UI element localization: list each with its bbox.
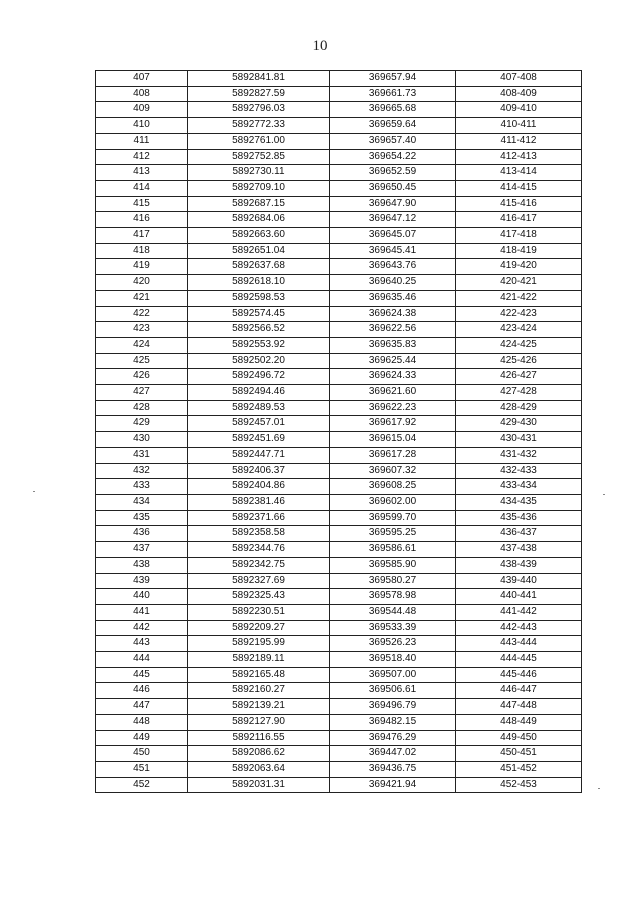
table-row <box>96 463 582 479</box>
x-coordinate-cell: 5892063.64 <box>188 761 330 777</box>
table-row <box>96 259 582 275</box>
x-coordinate-cell: 5892752.85 <box>188 149 330 165</box>
x-coordinate-cell: 5892566.52 <box>188 322 330 338</box>
segment-cell: 418-419 <box>456 243 582 259</box>
y-coordinate-cell: 369436.75 <box>330 761 456 777</box>
table-row <box>96 557 582 573</box>
table-row <box>96 243 582 259</box>
point-number-cell: 413 <box>96 165 188 181</box>
x-coordinate-cell: 5892618.10 <box>188 275 330 291</box>
segment-cell: 419-420 <box>456 259 582 275</box>
segment-cell: 423-424 <box>456 322 582 338</box>
point-number-cell: 445 <box>96 667 188 683</box>
segment-cell: 417-418 <box>456 228 582 244</box>
segment-cell: 410-411 <box>456 118 582 134</box>
x-coordinate-cell: 5892502.20 <box>188 353 330 369</box>
y-coordinate-cell: 369635.83 <box>330 337 456 353</box>
x-coordinate-cell: 5892195.99 <box>188 636 330 652</box>
segment-cell: 420-421 <box>456 275 582 291</box>
scan-speck <box>598 788 600 789</box>
point-number-cell: 416 <box>96 212 188 228</box>
point-number-cell: 446 <box>96 683 188 699</box>
y-coordinate-cell: 369476.29 <box>330 730 456 746</box>
table-row <box>96 86 582 102</box>
y-coordinate-cell: 369622.56 <box>330 322 456 338</box>
y-coordinate-cell: 369421.94 <box>330 777 456 793</box>
x-coordinate-cell: 5892730.11 <box>188 165 330 181</box>
x-coordinate-cell: 5892327.69 <box>188 573 330 589</box>
x-coordinate-cell: 5892358.58 <box>188 526 330 542</box>
x-coordinate-cell: 5892637.68 <box>188 259 330 275</box>
x-coordinate-cell: 5892031.31 <box>188 777 330 793</box>
segment-cell: 429-430 <box>456 416 582 432</box>
y-coordinate-cell: 369580.27 <box>330 573 456 589</box>
table-row <box>96 699 582 715</box>
table-row <box>96 542 582 558</box>
segment-cell: 432-433 <box>456 463 582 479</box>
segment-cell: 411-412 <box>456 133 582 149</box>
segment-cell: 421-422 <box>456 290 582 306</box>
y-coordinate-cell: 369518.40 <box>330 652 456 668</box>
point-number-cell: 420 <box>96 275 188 291</box>
table-row <box>96 636 582 652</box>
x-coordinate-cell: 5892209.27 <box>188 620 330 636</box>
segment-cell: 414-415 <box>456 180 582 196</box>
x-coordinate-cell: 5892772.33 <box>188 118 330 134</box>
y-coordinate-cell: 369659.64 <box>330 118 456 134</box>
table-row <box>96 133 582 149</box>
y-coordinate-cell: 369595.25 <box>330 526 456 542</box>
table-row <box>96 369 582 385</box>
y-coordinate-cell: 369665.68 <box>330 102 456 118</box>
point-number-cell: 448 <box>96 714 188 730</box>
point-number-cell: 429 <box>96 416 188 432</box>
point-number-cell: 409 <box>96 102 188 118</box>
y-coordinate-cell: 369526.23 <box>330 636 456 652</box>
point-number-cell: 437 <box>96 542 188 558</box>
segment-cell: 427-428 <box>456 385 582 401</box>
y-coordinate-cell: 369624.38 <box>330 306 456 322</box>
x-coordinate-cell: 5892189.11 <box>188 652 330 668</box>
segment-cell: 443-444 <box>456 636 582 652</box>
y-coordinate-cell: 369657.40 <box>330 133 456 149</box>
table-row <box>96 432 582 448</box>
scan-speck <box>33 491 35 492</box>
table-row <box>96 620 582 636</box>
x-coordinate-cell: 5892325.43 <box>188 589 330 605</box>
y-coordinate-cell: 369586.61 <box>330 542 456 558</box>
point-number-cell: 434 <box>96 494 188 510</box>
x-coordinate-cell: 5892165.48 <box>188 667 330 683</box>
x-coordinate-cell: 5892574.45 <box>188 306 330 322</box>
point-number-cell: 431 <box>96 447 188 463</box>
point-number-cell: 435 <box>96 510 188 526</box>
table-row <box>96 400 582 416</box>
segment-cell: 428-429 <box>456 400 582 416</box>
point-number-cell: 440 <box>96 589 188 605</box>
x-coordinate-cell: 5892451.69 <box>188 432 330 448</box>
point-number-cell: 412 <box>96 149 188 165</box>
table-row <box>96 652 582 668</box>
segment-cell: 430-431 <box>456 432 582 448</box>
segment-cell: 433-434 <box>456 479 582 495</box>
point-number-cell: 427 <box>96 385 188 401</box>
table-row <box>96 337 582 353</box>
table-row <box>96 761 582 777</box>
y-coordinate-cell: 369607.32 <box>330 463 456 479</box>
x-coordinate-cell: 5892344.76 <box>188 542 330 558</box>
point-number-cell: 422 <box>96 306 188 322</box>
segment-cell: 425-426 <box>456 353 582 369</box>
table-row <box>96 714 582 730</box>
segment-cell: 409-410 <box>456 102 582 118</box>
y-coordinate-cell: 369624.33 <box>330 369 456 385</box>
point-number-cell: 436 <box>96 526 188 542</box>
table-row <box>96 180 582 196</box>
y-coordinate-cell: 369602.00 <box>330 494 456 510</box>
x-coordinate-cell: 5892139.21 <box>188 699 330 715</box>
point-number-cell: 408 <box>96 86 188 102</box>
y-coordinate-cell: 369645.41 <box>330 243 456 259</box>
point-number-cell: 441 <box>96 604 188 620</box>
y-coordinate-cell: 369625.44 <box>330 353 456 369</box>
segment-cell: 449-450 <box>456 730 582 746</box>
x-coordinate-cell: 5892116.55 <box>188 730 330 746</box>
y-coordinate-cell: 369544.48 <box>330 604 456 620</box>
segment-cell: 426-427 <box>456 369 582 385</box>
y-coordinate-cell: 369533.39 <box>330 620 456 636</box>
y-coordinate-cell: 369617.28 <box>330 447 456 463</box>
table-row <box>96 730 582 746</box>
y-coordinate-cell: 369652.59 <box>330 165 456 181</box>
point-number-cell: 452 <box>96 777 188 793</box>
segment-cell: 444-445 <box>456 652 582 668</box>
point-number-cell: 438 <box>96 557 188 573</box>
table-row <box>96 667 582 683</box>
x-coordinate-cell: 5892663.60 <box>188 228 330 244</box>
segment-cell: 436-437 <box>456 526 582 542</box>
point-number-cell: 447 <box>96 699 188 715</box>
x-coordinate-cell: 5892709.10 <box>188 180 330 196</box>
point-number-cell: 449 <box>96 730 188 746</box>
x-coordinate-cell: 5892342.75 <box>188 557 330 573</box>
point-number-cell: 433 <box>96 479 188 495</box>
segment-cell: 431-432 <box>456 447 582 463</box>
y-coordinate-cell: 369650.45 <box>330 180 456 196</box>
table-row <box>96 604 582 620</box>
table-row <box>96 683 582 699</box>
x-coordinate-cell: 5892687.15 <box>188 196 330 212</box>
y-coordinate-cell: 369645.07 <box>330 228 456 244</box>
y-coordinate-cell: 369482.15 <box>330 714 456 730</box>
table-row <box>96 306 582 322</box>
table-row <box>96 385 582 401</box>
x-coordinate-cell: 5892406.37 <box>188 463 330 479</box>
table-row <box>96 290 582 306</box>
segment-cell: 434-435 <box>456 494 582 510</box>
segment-cell: 439-440 <box>456 573 582 589</box>
point-number-cell: 426 <box>96 369 188 385</box>
y-coordinate-cell: 369661.73 <box>330 86 456 102</box>
table-row <box>96 777 582 793</box>
segment-cell: 415-416 <box>456 196 582 212</box>
point-number-cell: 442 <box>96 620 188 636</box>
segment-cell: 407-408 <box>456 71 582 87</box>
table-row <box>96 275 582 291</box>
segment-cell: 446-447 <box>456 683 582 699</box>
point-number-cell: 439 <box>96 573 188 589</box>
page-number: 10 <box>312 38 328 54</box>
table-row <box>96 416 582 432</box>
y-coordinate-cell: 369617.92 <box>330 416 456 432</box>
point-number-cell: 407 <box>96 71 188 87</box>
segment-cell: 424-425 <box>456 337 582 353</box>
y-coordinate-cell: 369447.02 <box>330 746 456 762</box>
x-coordinate-cell: 5892404.86 <box>188 479 330 495</box>
y-coordinate-cell: 369654.22 <box>330 149 456 165</box>
y-coordinate-cell: 369643.76 <box>330 259 456 275</box>
segment-cell: 451-452 <box>456 761 582 777</box>
table-row <box>96 510 582 526</box>
x-coordinate-cell: 5892651.04 <box>188 243 330 259</box>
table-row <box>96 353 582 369</box>
point-number-cell: 444 <box>96 652 188 668</box>
point-number-cell: 428 <box>96 400 188 416</box>
y-coordinate-cell: 369635.46 <box>330 290 456 306</box>
y-coordinate-cell: 369621.60 <box>330 385 456 401</box>
point-number-cell: 419 <box>96 259 188 275</box>
segment-cell: 450-451 <box>456 746 582 762</box>
point-number-cell: 424 <box>96 337 188 353</box>
point-number-cell: 443 <box>96 636 188 652</box>
x-coordinate-cell: 5892086.62 <box>188 746 330 762</box>
table-row <box>96 212 582 228</box>
x-coordinate-cell: 5892127.90 <box>188 714 330 730</box>
point-number-cell: 430 <box>96 432 188 448</box>
table-row <box>96 196 582 212</box>
point-number-cell: 423 <box>96 322 188 338</box>
x-coordinate-cell: 5892230.51 <box>188 604 330 620</box>
segment-cell: 413-414 <box>456 165 582 181</box>
point-number-cell: 414 <box>96 180 188 196</box>
point-number-cell: 418 <box>96 243 188 259</box>
y-coordinate-cell: 369640.25 <box>330 275 456 291</box>
y-coordinate-cell: 369647.12 <box>330 212 456 228</box>
y-coordinate-cell: 369578.98 <box>330 589 456 605</box>
point-number-cell: 421 <box>96 290 188 306</box>
point-number-cell: 417 <box>96 228 188 244</box>
point-number-cell: 411 <box>96 133 188 149</box>
segment-cell: 416-417 <box>456 212 582 228</box>
x-coordinate-cell: 5892827.59 <box>188 86 330 102</box>
coordinates-table-body <box>96 71 582 793</box>
point-number-cell: 450 <box>96 746 188 762</box>
table-row <box>96 573 582 589</box>
x-coordinate-cell: 5892761.00 <box>188 133 330 149</box>
x-coordinate-cell: 5892381.46 <box>188 494 330 510</box>
y-coordinate-cell: 369608.25 <box>330 479 456 495</box>
segment-cell: 437-438 <box>456 542 582 558</box>
x-coordinate-cell: 5892457.01 <box>188 416 330 432</box>
point-number-cell: 425 <box>96 353 188 369</box>
x-coordinate-cell: 5892496.72 <box>188 369 330 385</box>
segment-cell: 438-439 <box>456 557 582 573</box>
y-coordinate-cell: 369496.79 <box>330 699 456 715</box>
x-coordinate-cell: 5892494.46 <box>188 385 330 401</box>
table-row <box>96 165 582 181</box>
x-coordinate-cell: 5892371.66 <box>188 510 330 526</box>
segment-cell: 445-446 <box>456 667 582 683</box>
y-coordinate-cell: 369507.00 <box>330 667 456 683</box>
coordinates-table <box>95 70 582 793</box>
x-coordinate-cell: 5892841.81 <box>188 71 330 87</box>
table-row <box>96 322 582 338</box>
segment-cell: 440-441 <box>456 589 582 605</box>
scan-speck <box>603 494 605 495</box>
y-coordinate-cell: 369585.90 <box>330 557 456 573</box>
segment-cell: 441-442 <box>456 604 582 620</box>
y-coordinate-cell: 369647.90 <box>330 196 456 212</box>
x-coordinate-cell: 5892684.06 <box>188 212 330 228</box>
table-row <box>96 228 582 244</box>
y-coordinate-cell: 369615.04 <box>330 432 456 448</box>
table-row <box>96 746 582 762</box>
table-row <box>96 589 582 605</box>
x-coordinate-cell: 5892489.53 <box>188 400 330 416</box>
x-coordinate-cell: 5892160.27 <box>188 683 330 699</box>
y-coordinate-cell: 369599.70 <box>330 510 456 526</box>
x-coordinate-cell: 5892598.53 <box>188 290 330 306</box>
segment-cell: 452-453 <box>456 777 582 793</box>
segment-cell: 422-423 <box>456 306 582 322</box>
x-coordinate-cell: 5892796.03 <box>188 102 330 118</box>
table-row <box>96 526 582 542</box>
y-coordinate-cell: 369657.94 <box>330 71 456 87</box>
segment-cell: 448-449 <box>456 714 582 730</box>
table-row <box>96 102 582 118</box>
x-coordinate-cell: 5892553.92 <box>188 337 330 353</box>
y-coordinate-cell: 369506.61 <box>330 683 456 699</box>
y-coordinate-cell: 369622.23 <box>330 400 456 416</box>
table-row <box>96 447 582 463</box>
table-row <box>96 71 582 87</box>
table-row <box>96 479 582 495</box>
segment-cell: 435-436 <box>456 510 582 526</box>
point-number-cell: 415 <box>96 196 188 212</box>
segment-cell: 447-448 <box>456 699 582 715</box>
segment-cell: 408-409 <box>456 86 582 102</box>
point-number-cell: 451 <box>96 761 188 777</box>
table-row <box>96 494 582 510</box>
segment-cell: 442-443 <box>456 620 582 636</box>
x-coordinate-cell: 5892447.71 <box>188 447 330 463</box>
table-row <box>96 149 582 165</box>
point-number-cell: 432 <box>96 463 188 479</box>
table-row <box>96 118 582 134</box>
segment-cell: 412-413 <box>456 149 582 165</box>
point-number-cell: 410 <box>96 118 188 134</box>
